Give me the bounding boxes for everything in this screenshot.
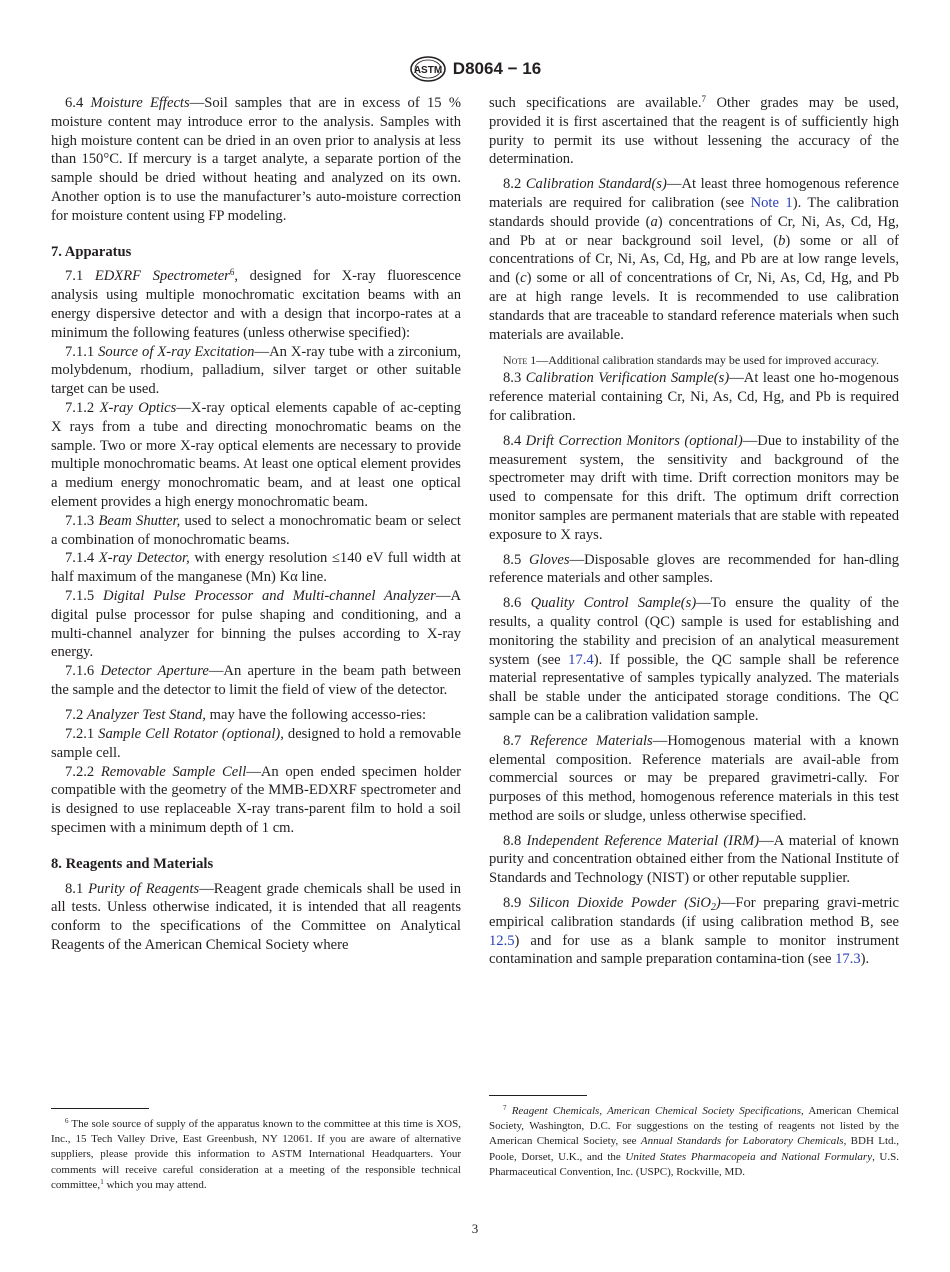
section-17-4-link[interactable]: 17.4	[568, 651, 594, 668]
left-column	[51, 94, 461, 955]
paragraph-8-8: 8.8 Independent Reference Material (IRM)—A material of known purity and concentration obtained either from the National Institute of Standards and Technology (NIST) or other reputable supplier.	[489, 832, 899, 887]
section-heading-apparatus: 7. Apparatus	[51, 243, 132, 260]
paragraph-7-1-4: 7.1.4 X-ray Detector, with energy resolution ≤140 eV full width at half maximum of the manganese (Mn) Kα line.	[51, 550, 461, 586]
paragraph-7-1-6: 7.1.6 Detector Aperture—An aperture in the beam path between the sample and the detector to limit the field of view of the detector.	[51, 663, 462, 698]
paragraph-7-1: 7.1 EDXRF Spectrometer$^6$, designed for X-ray fluorescence analysis using multiple monochromatic excitation beams with an energy dispersive detector and with a design that incorpo-rates at a minimum the following features (unless otherwise specified):	[51, 267, 461, 341]
footnote-7: $^7$ Reagent Chemicals, American Chemical Society Specifications, American Chemical Society, Washington, D.C. For suggestions on the testing of reagents not listed by the American Chemical Society, see Annual Standards for Laboratory Chemicals, BDH Ltd., Poole, Dorset, U.K., and the United States Pharmacopeia and National Formulary, U.S. Pharmaceutical Convention, Inc. (USPC), Rockville, MD.	[489, 1104, 900, 1178]
paragraph-7-1-3: 7.1.3 Beam Shutter, used to select a monochromatic beam or select a combination of monochromatic beams.	[51, 512, 461, 548]
paragraph-8-2: 8.2 Calibration Standard(s)—At least three homogenous reference materials are required for calibration (see Note 1). The calibration standards should provide (a) concentrations of Cr, Ni, As, Cd, Hg, and Pb at or near background soil level, (b) some or all of concentrations of Cr, Ni, As, Cd, Hg, and Pb are at low range levels, and (c) some or all of concentrations of Cr, Ni, As, Cd, Hg, and Pb are at high range levels. It is recommended to use calibration standards that are traceable to standard reference materials when such materials are available.	[489, 176, 900, 343]
note-1: Note 1—Additional calibration standards may be used for improved accuracy.	[503, 353, 879, 368]
paragraph-8-6: 8.6 Quality Control Sample(s)—To ensure the quality of the results, a quality control (QC) sample is used for establishing and monitoring the stability and precision of an analytical measurement system (see 17.4). If possible, the QC sample shall be reference material representative of samples typically analyzed. The materials shall be stable under the anticipated storage conditions. The QC sample can be a calibration validation sample.	[489, 595, 899, 724]
paragraph-7-2: 7.2 Analyzer Test Stand, may have the following accesso-ries:	[65, 707, 427, 724]
page-number: 3	[471, 1221, 479, 1236]
footnote-rule-right	[489, 1095, 587, 1096]
paragraph-7-1-2: 7.1.2 X-ray Optics—X-ray optical elements capable of ac-cepting X rays from a tube and directing monochromatic beams on the sample. Two or more X-ray optical elements are necessary to provide multiple monochromatic beams. At least one optical element provides a medium energy monochromatic beam, and at least one optical element provides a high energy monochromatic beam.	[51, 399, 462, 510]
footnote-rule-left	[51, 1108, 149, 1109]
paragraph-8-5: 8.5 Gloves—Disposable gloves are recommended for han-dling reference materials and other samples.	[489, 551, 899, 587]
paragraph-7-2-1: 7.2.1 Sample Cell Rotator (optional), designed to hold a removable sample cell.	[51, 726, 461, 761]
page-header	[0, 56, 950, 82]
note-1-link[interactable]: Note 1	[750, 194, 793, 211]
paragraph-8-1-continued: such specifications are available.$^7$ Other grades may be used, provided it is first ascertained that the reagent is of sufficiently high purity to permit its use without lessening the accuracy of the determination.	[489, 94, 899, 168]
paragraph-8-3: 8.3 Calibration Verification Sample(s)—At least one ho-mogenous reference material containing Cr, Ni, As, Cd, Hg, and Pb is required for calibration.	[489, 370, 899, 424]
paragraph-8-7: 8.7 Reference Materials—Homogenous material with a known elemental composition. Reference materials are avail-able from commercial sources or may be prepared gravimetri-cally. For purposes of this method, homogenous reference materials in this test method are soils or sludge, unless otherwise specified.	[489, 732, 899, 824]
paragraph-8-1: 8.1 Purity of Reagents—Reagent grade chemicals shall be used in all tests. Unless otherwise indicated, it is intended that all reagents conform to the specifications of the Committee on Analytical Reagents of the American Chemical Society where	[51, 880, 461, 953]
section-17-3-link[interactable]: 17.3	[835, 951, 861, 968]
section-heading-reagents: 8. Reagents and Materials	[51, 855, 214, 872]
paragraph-8-4: 8.4 Drift Correction Monitors (optional)—Due to instability of the measurement system, the sensitivity and background of the spectrometer may drift with time. Drift correction monitors may be used to compensate for this drift. The optimum drift correction monitor samples are permanent materials that are stable with repeated exposure to X rays.	[489, 432, 899, 543]
astm-logo-icon	[409, 56, 447, 82]
paragraph-7-2-2: 7.2.2 Removable Sample Cell—An open ended specimen holder compatible with the geometry of the MMB-EDXRF spectrometer and is designed to use replaceable X-ray trans-parent film to hold a soil specimen with a minimum depth of 1 cm.	[51, 763, 461, 836]
svg-text:ASTM: ASTM	[413, 65, 442, 76]
paragraph-8-9: 8.9 Silicon Dioxide Powder (SiO$_2$)—For preparing gravi-metric empirical calibration standards (if using calibration method B, see 12.5) and for use as a blank sample to monitor instrument contamination and sample preparation contamina-tion (see 17.3).	[489, 895, 899, 968]
paragraph-6-4: 6.4 Moisture Effects—Soil samples that are in excess of 15 % moisture content may introduce error to the analysis. Samples with high moisture content can be dried in an oven prior to analysis at less than 150°C. If mercury is a target analyte, a separate portion of the sample should be dried without heating and analyzed on its own. Another option is to use the manufacturer’s auto-moisture correction for moisture content using FP modeling.	[51, 95, 461, 224]
paragraph-7-1-5: 7.1.5 Digital Pulse Processor and Multi-channel Analyzer—A digital pulse processor for pulse shaping and conditioning, and a multi-channel analyzer for binning the pulses according to X-ray energy.	[51, 587, 461, 661]
right-column	[489, 94, 899, 969]
paragraph-7-1-1: 7.1.1 Source of X-ray Excitation—An X-ray tube with a zirconium, molybdenum, rhodium, palladium, silver target or other suitable target can be used.	[51, 343, 461, 398]
footnote-ref-6[interactable]: 6	[229, 267, 235, 278]
footnote-ref-7[interactable]: 7	[701, 94, 707, 104]
document-designation: D8064 − 16	[452, 59, 542, 78]
section-12-5-link[interactable]: 12.5	[489, 932, 515, 949]
footnote-6: $^6$ The sole source of supply of the apparatus known to the committee at this time is XOS, Inc., 15 Tech Valley Drive, East Greenbush, NY 12061. If you are aware of alternative suppliers, please provide this information to ASTM International Headquarters. Your comments will receive careful consideration at a meeting of the responsible technical committee,$^1$ which you may attend.	[51, 1117, 461, 1191]
